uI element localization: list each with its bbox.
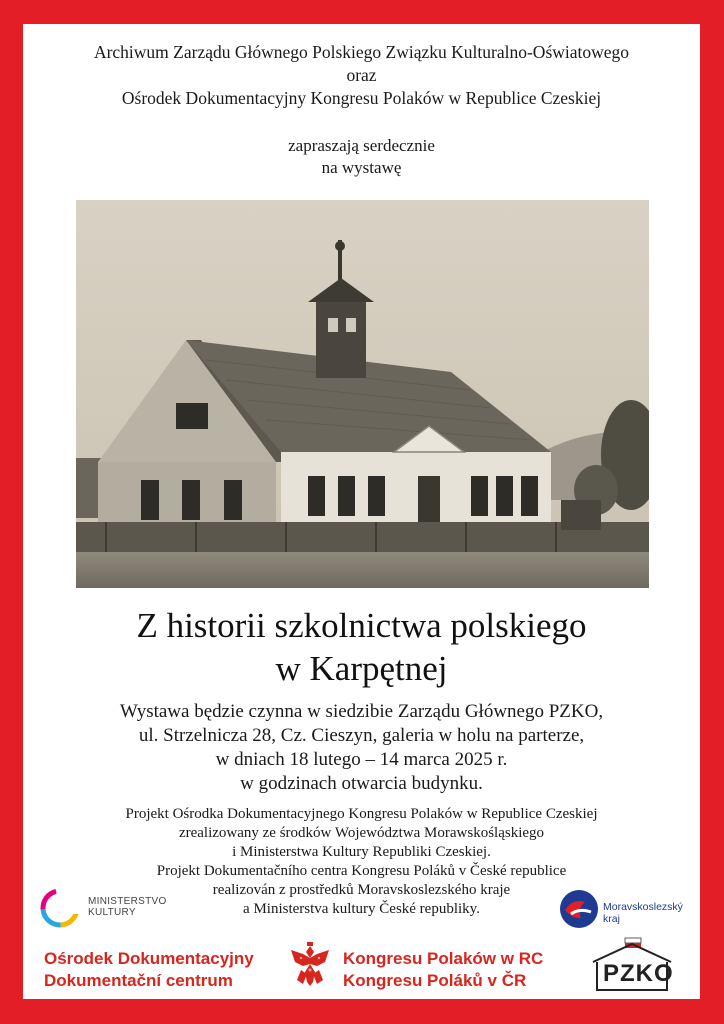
- details-line-1: Wystawa będzie czynna w siedzibie Zarządu Głównego PZKO,: [119, 701, 604, 722]
- footer-right-line-1: Kongresu Polaków w RC: [343, 949, 544, 968]
- footer-left-line-1: Ośrodek Dokumentacyjny: [44, 949, 254, 968]
- pzko-logo: [587, 936, 677, 994]
- invitation-line-2: na wystawę: [321, 158, 402, 177]
- region-emblem-icon: [559, 888, 599, 930]
- region-label-line-2: kraj: [603, 913, 620, 925]
- invitation-line-1: zapraszają serdecznie: [288, 136, 435, 155]
- moravskoslezsky-kraj-logo: [559, 888, 699, 934]
- exhibition-title-line-2: w Karpętnej: [275, 649, 448, 688]
- project-line-4: Projekt Dokumentačního centra Kongresu Poláků v České republice: [156, 863, 567, 879]
- details-line-2: ul. Strzelnicza 28, Cz. Cieszyn, galeria w holu na parterze,: [138, 725, 585, 746]
- polish-eagle-icon: [287, 940, 333, 990]
- project-line-3: i Ministerstwa Kultury Republiki Czeskiej.: [232, 844, 491, 860]
- details-line-3: w dniach 18 lutego – 14 marca 2025 r.: [215, 749, 508, 770]
- region-label-line-1: Moravskoslezský: [603, 901, 683, 913]
- project-line-5: realizován z prostředků Moravskoslezského kraje: [212, 882, 511, 898]
- project-line-1: Projekt Ośrodka Dokumentacyjnego Kongresu Polaków w Republice Czeskiej: [125, 806, 598, 822]
- poster-sheet: [23, 24, 700, 999]
- organizer-line-2: Ośrodek Dokumentacyjny Kongresu Polaków w Republice Czeskiej: [121, 88, 602, 108]
- ministry-c-icon: [38, 886, 82, 930]
- project-line-6: a Ministerstva kultury České republiky.: [243, 901, 480, 917]
- organizer-line-1: Archiwum Zarządu Głównego Polskiego Związku Kulturalno-Oświatowego: [93, 42, 630, 62]
- details-line-4: w godzinach otwarcia budynku.: [240, 773, 483, 794]
- project-line-2: zrealizowany ze środków Województwa Morawskośląskiego: [178, 825, 545, 841]
- pzko-logo-text: PZKO: [603, 960, 674, 987]
- footer-right-line-2: Kongresu Poláků v ČR: [343, 971, 527, 990]
- ministry-of-culture-logo: [38, 884, 178, 934]
- ministry-label-line-2: KULTURY: [88, 907, 136, 918]
- organizer-conjunction: oraz: [346, 65, 377, 85]
- footer-left-line-2: Dokumentační centrum: [44, 971, 233, 990]
- ministry-label-line-1: MINISTERSTVO: [88, 896, 167, 907]
- school-photo: [76, 200, 649, 588]
- exhibition-title-line-1: Z historii szkolnictwa polskiego: [136, 606, 587, 645]
